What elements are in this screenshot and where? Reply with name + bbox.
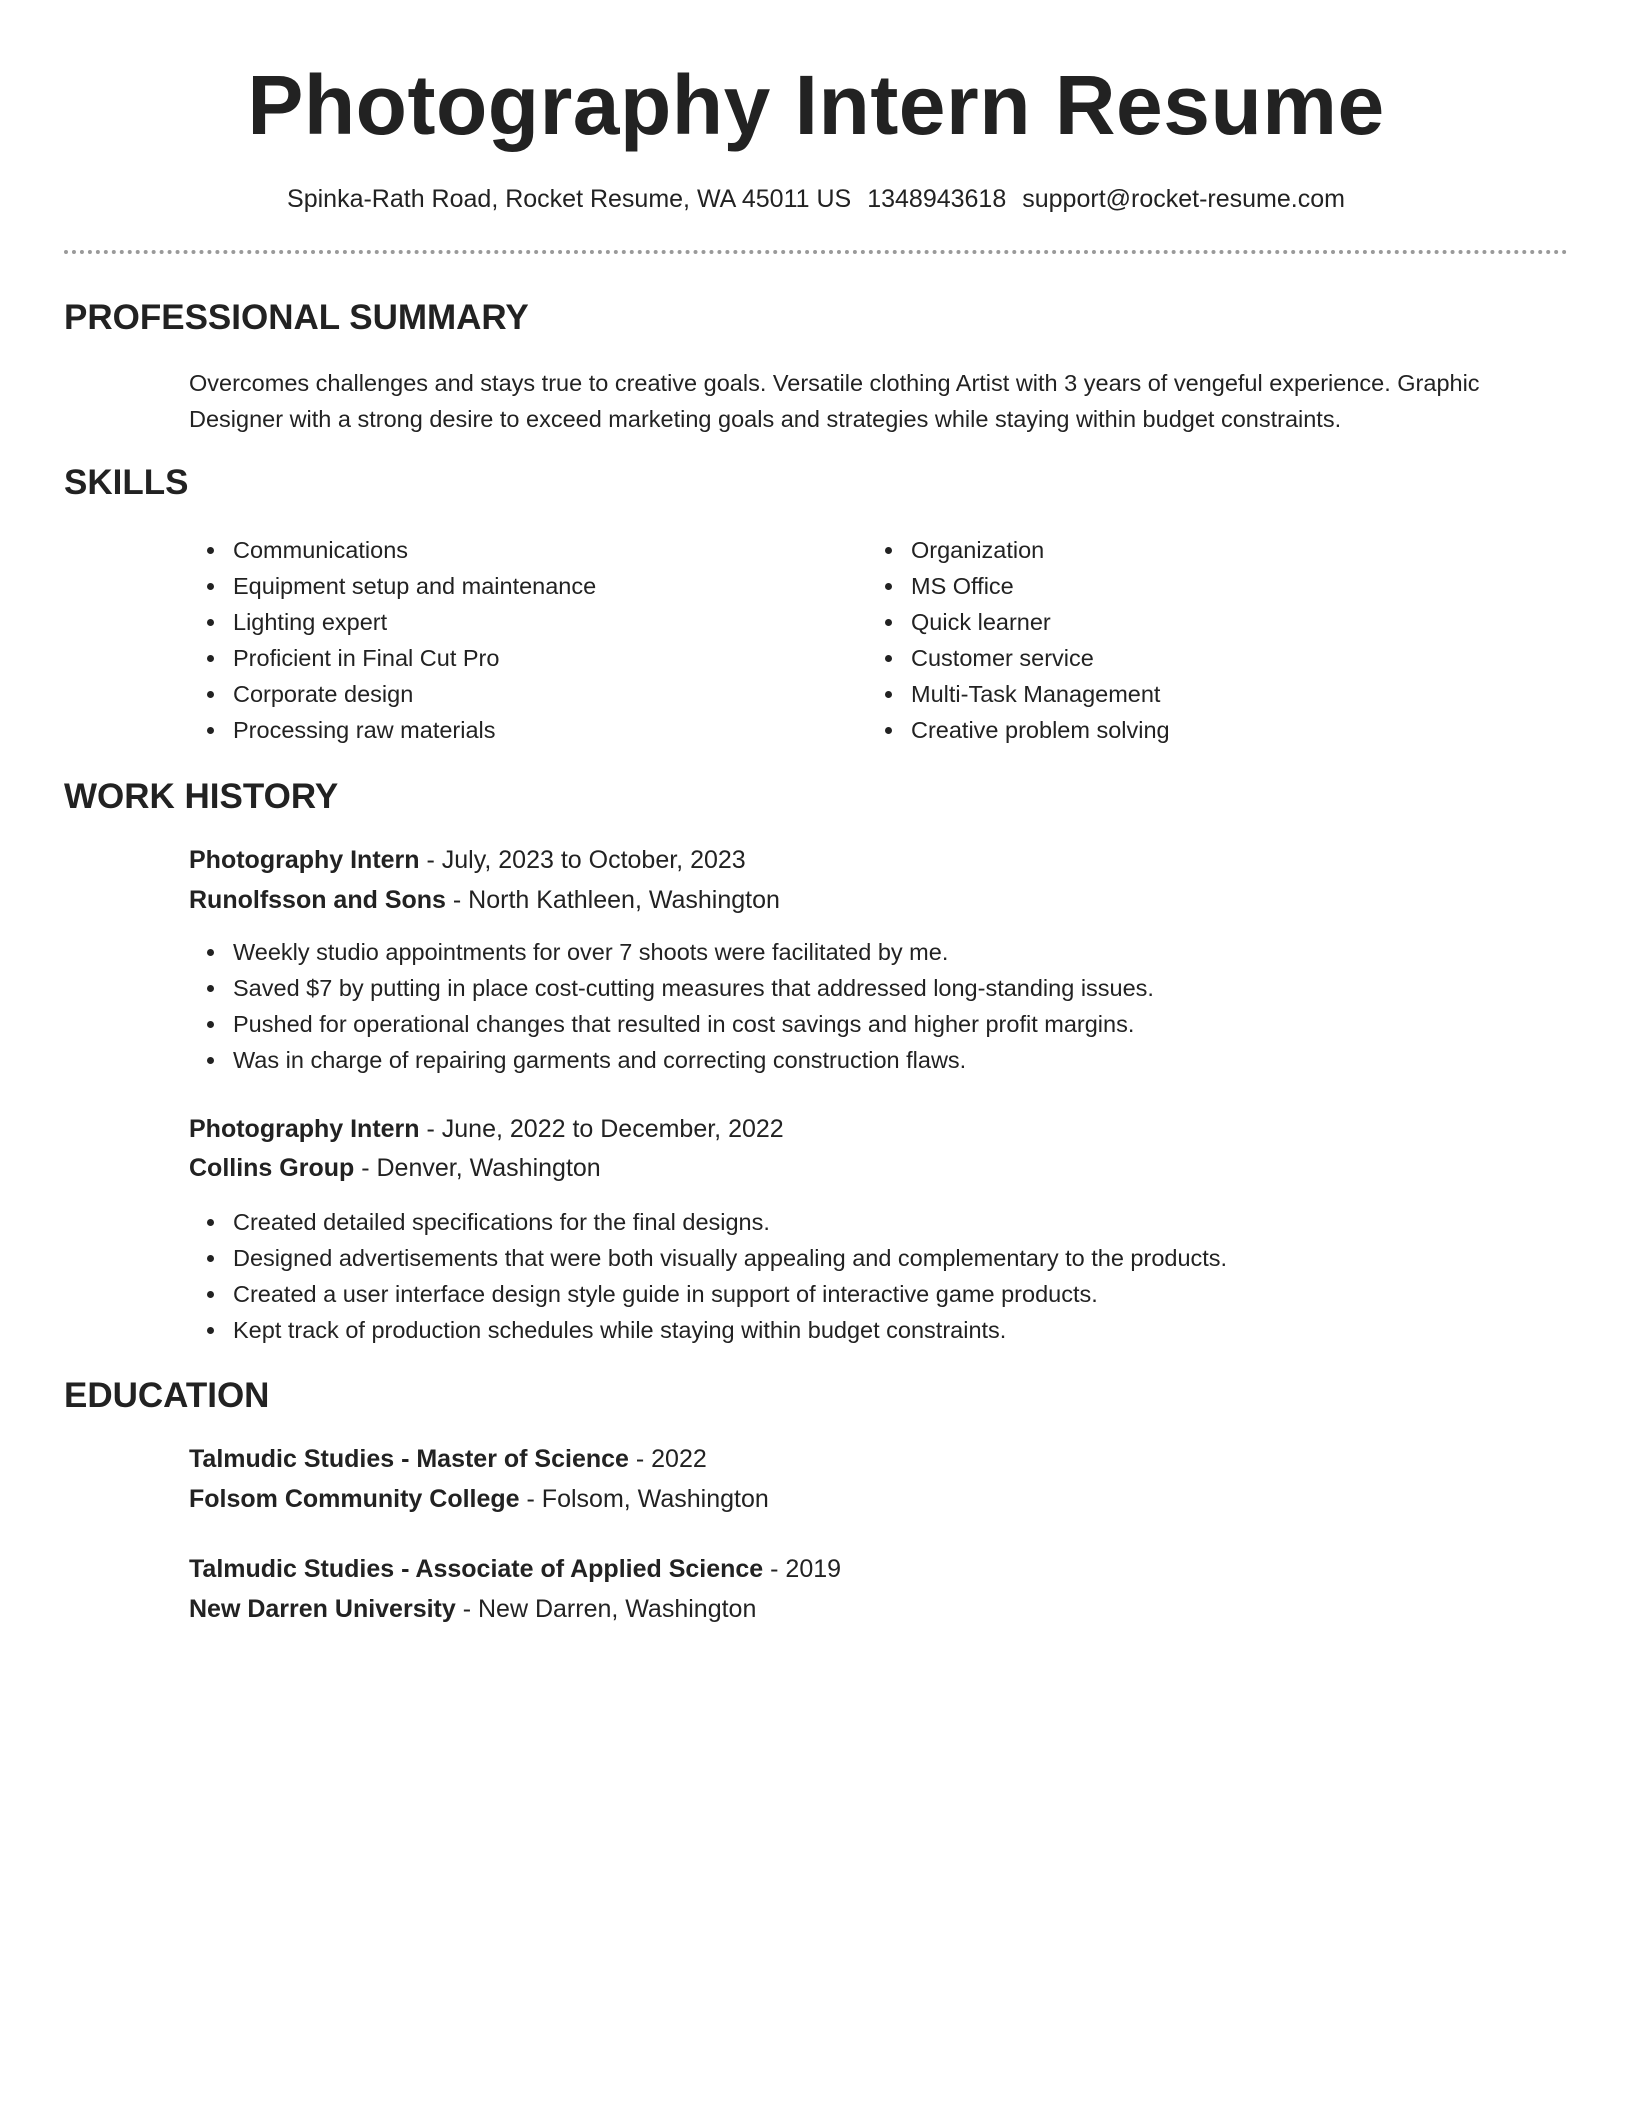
education-school: Folsom Community College [189, 1485, 520, 1513]
education-heading: EDUCATION [64, 1376, 270, 1415]
job-bullets [189, 1204, 1569, 1348]
skill-item: Organization [867, 532, 1170, 568]
summary-heading: PROFESSIONAL SUMMARY [64, 298, 529, 337]
job-title-line [189, 842, 746, 878]
education-location: - Folsom, Washington [519, 1485, 769, 1513]
job-location: - North Kathleen, Washington [445, 886, 780, 914]
contact-address: Spinka-Rath Road, Rocket Resume, WA 45011 US [287, 185, 852, 213]
skill-item: Equipment setup and maintenance [189, 568, 596, 604]
job-bullet: Created a user interface design style guide in support of interactive game products. [189, 1276, 1569, 1312]
job-dates: - July, 2023 to October, 2023 [419, 846, 746, 874]
work-heading: WORK HISTORY [64, 777, 339, 816]
education-school: New Darren University [189, 1595, 456, 1623]
skill-item: Corporate design [189, 676, 596, 712]
job-company: Runolfsson and Sons [189, 886, 446, 914]
education-location: - New Darren, Washington [455, 1595, 757, 1623]
job-bullet: Saved $7 by putting in place cost-cutting measures that addressed long-standing issues. [189, 970, 1569, 1006]
contact-phone: 1348943618 [867, 185, 1007, 213]
education-year: - 2019 [763, 1555, 842, 1583]
job-bullet: Designed advertisements that were both visually appealing and complementary to the products. [189, 1240, 1569, 1276]
job-location: - Denver, Washington [354, 1154, 601, 1182]
job-title: Photography Intern [189, 846, 420, 874]
job-bullet: Kept track of production schedules while staying within budget constraints. [189, 1312, 1569, 1348]
skill-item: Customer service [867, 640, 1170, 676]
job-bullets [189, 934, 1569, 1078]
skill-item: Proficient in Final Cut Pro [189, 640, 596, 676]
job-title: Photography Intern [189, 1115, 420, 1143]
job-company-line [189, 1150, 601, 1186]
skill-item: Multi-Task Management [867, 676, 1170, 712]
job-title-line [189, 1111, 784, 1147]
job-bullet: Created detailed specifications for the final designs. [189, 1204, 1569, 1240]
skill-item: Quick learner [867, 604, 1170, 640]
education-degree: Talmudic Studies - Master of Science [189, 1445, 629, 1473]
job-company-line [189, 882, 780, 918]
education-degree-line [189, 1551, 841, 1587]
skill-item: Creative problem solving [867, 712, 1170, 748]
education-school-line [189, 1481, 769, 1517]
job-bullet: Weekly studio appointments for over 7 shoots were facilitated by me. [189, 934, 1569, 970]
job-dates: - June, 2022 to December, 2022 [419, 1115, 784, 1143]
contact-email: support@rocket-resume.com [1022, 185, 1345, 213]
job-bullet: Was in charge of repairing garments and correcting construction flaws. [189, 1042, 1569, 1078]
education-degree-line [189, 1441, 707, 1477]
education-year: - 2022 [628, 1445, 707, 1473]
summary-text: Overcomes challenges and stays true to creative goals. Versatile clothing Artist with 3 years of vengeful experience. Graphic Designer with a strong desire to exceed marketing goals and strategies while staying within budget constraints. [189, 370, 1480, 432]
skill-item: MS Office [867, 568, 1170, 604]
header-divider [64, 250, 1568, 254]
education-school-line [189, 1591, 756, 1627]
skill-item: Lighting expert [189, 604, 596, 640]
page-title: Photography Intern Resume [247, 58, 1385, 152]
skill-item: Communications [189, 532, 596, 568]
skill-item: Processing raw materials [189, 712, 596, 748]
skills-heading: SKILLS [64, 463, 189, 502]
job-bullet: Pushed for operational changes that resulted in cost savings and higher profit margins. [189, 1006, 1569, 1042]
job-company: Collins Group [189, 1154, 355, 1182]
contact-line [0, 182, 1632, 216]
skills-list-left [189, 532, 596, 748]
education-degree: Talmudic Studies - Associate of Applied Science [189, 1555, 764, 1583]
skills-list-right [867, 532, 1170, 748]
